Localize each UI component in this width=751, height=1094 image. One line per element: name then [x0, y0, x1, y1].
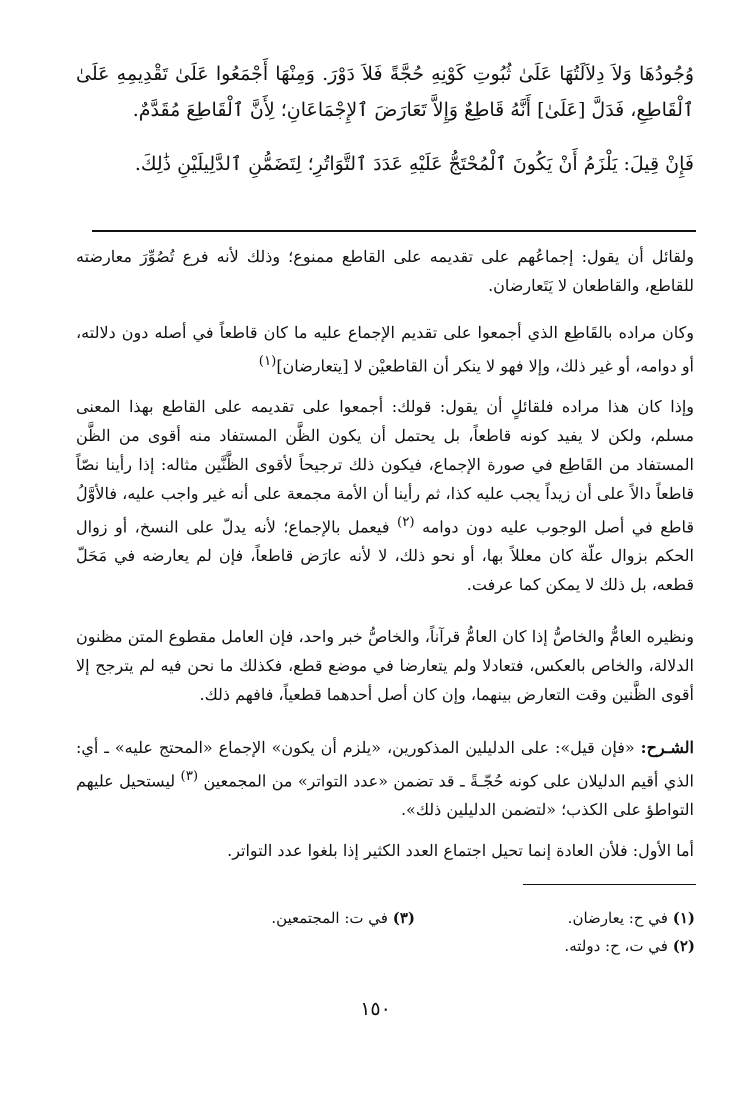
footnote-ref: (١)	[258, 354, 277, 369]
footnote-divider	[523, 884, 696, 885]
matn-paragraph-2: فَإِنْ قِيلَ: يَلْزَمُ أَنْ يَكُونَ ٱلْمُحْتَجُّ عَلَيْهِ عَدَدَ ٱلتَّوَاتُرِ؛ لِتَضَمُّنِ ٱلدَّلِيلَيْنِ ذَٰلِكَ.	[134, 153, 694, 175]
sharh-paragraph-5	[76, 733, 694, 824]
footnote-number: (١)	[672, 909, 695, 927]
footnote-ref: (٣)	[180, 769, 199, 784]
sharh-paragraph-2	[76, 318, 694, 380]
footnote-text: في ت: المجتمعين.	[271, 909, 388, 927]
sharh-label: الشـرح:	[640, 738, 694, 757]
matn-paragraph-1: وُجُودُهَا وَلاَ دِلاَلَتُهَا عَلَىٰ ثُبُوتِ كَوْنِهِ حُجَّةً فَلاَ دَوْرَ. وَمِنْهَا أَجْمَعُوا عَلَىٰ تَقْدِيمِهِ عَلَىٰ ٱلْقَاطِعِ، فَدَلَّ [عَلَىٰ] أَنَّهُ قَاطِعٌ وَإِلاَّ تَعَارَضَ ٱلإِجْمَاعَانِ؛ لِأَنَّ ٱلْقَاطِعَ مُقَدَّمٌ.	[76, 63, 694, 121]
section-divider	[92, 230, 696, 232]
sharh-text: فيعمل بالإجماع؛ لأنه يدلّ على النسخ، أو زوال الحكم بزوال علّة كان معللاً بها، أو نحو ذلك، لا لأنه عارَض قاطعاً، فإن لم يعارضه في مَحَلّ قطعه، بل ذلك لا يمكن كما عرفت.	[76, 517, 694, 595]
sharh-text: وكان مراده بالقَاطِع الذي أجمعوا على تقديم الإجماع عليه ما كان قاطعاً في أصله دون دلالته، أو دوامه، أو غير ذلك، وإلا فهو لا ينكر أن القاطعيْن لا [يتعارضان]	[76, 323, 695, 376]
sharh-text: ليستحيل عليهم التواطؤ على الكذب؛ «لتضمن الدليلين ذلك».	[76, 771, 694, 820]
sharh-paragraph-6: أما الأول: فلأن العادة إنما تحيل اجتماع العدد الكثير إذا بلغوا عدد التواتر.	[227, 841, 694, 860]
footnote-3	[271, 904, 415, 932]
sharh-paragraph-1: ولقائل أن يقول: إجماعُهم على تقديمه على القاطع ممنوع؛ وذلك لأنه فرع تُصُوِّرَ معارضته للقاطع، والقاطعان لا يَتَعارضان.	[76, 247, 694, 295]
page-number: ١٥٠	[360, 998, 391, 1020]
sharh-text: «فإن قيل»: على الدليلين المذكورين، «يلزم أن يكون» الإجماع «المحتج عليه» ـ أي: الذي أقيم الدليلان على كونه حُجّـةً ـ قد تضمن «عدد التواتر» من المجمعين	[76, 738, 694, 791]
footnote-1	[568, 904, 695, 932]
footnote-2	[564, 932, 695, 960]
footnote-text: في ح: يعارضان.	[567, 909, 668, 927]
sharh-paragraph-3	[76, 392, 694, 599]
sharh-paragraph-4: ونظيره العامُّ والخاصُّ إذا كان العامُّ قرآناً، والخاصُّ خبر واحد، فإن العامل مقطوع المتن مظنون الدلالة، والخاص بالعكس، فتعادلا ولم يتعارضا في موضع قطع، فكذلك ما نحن فيه لم يترجح إلا أقوى الظَّنين وقت التعارض بينهما، وإن كان أصل أحدهما قطعياً، فافهم ذلك.	[76, 627, 694, 704]
footnote-number: (٣)	[392, 909, 415, 927]
footnote-number: (٢)	[672, 937, 695, 955]
sharh-text: وإذا كان هذا مراده فلقائلٍ أن يقول: قولك: أجمعوا على تقديمه على القاطع بهذا المعنى مسلم، ولكن لا يفيد كونه قاطعاً، بل يحتمل أن يكون الظَّن المستفاد منه أقوى من الظَّن المستفاد من القَاطِع في صورة الإجماع، فيكون ذلك ترجيحاً لأقوى الظَّنَّين مثاله: إذا رأينا نصّاً قاطعاً دالاً على أن زيداً يجب عليه كذا، ثم رأينا أن الأمة مجمعة على أنه غير واجب عليه، فالأوَّلُ قاطع في أصل الوجوب عليه دون دوامه	[76, 397, 695, 537]
footnote-ref: (٢)	[397, 515, 415, 530]
footnote-text: في ت، ح: دولته.	[564, 937, 668, 955]
